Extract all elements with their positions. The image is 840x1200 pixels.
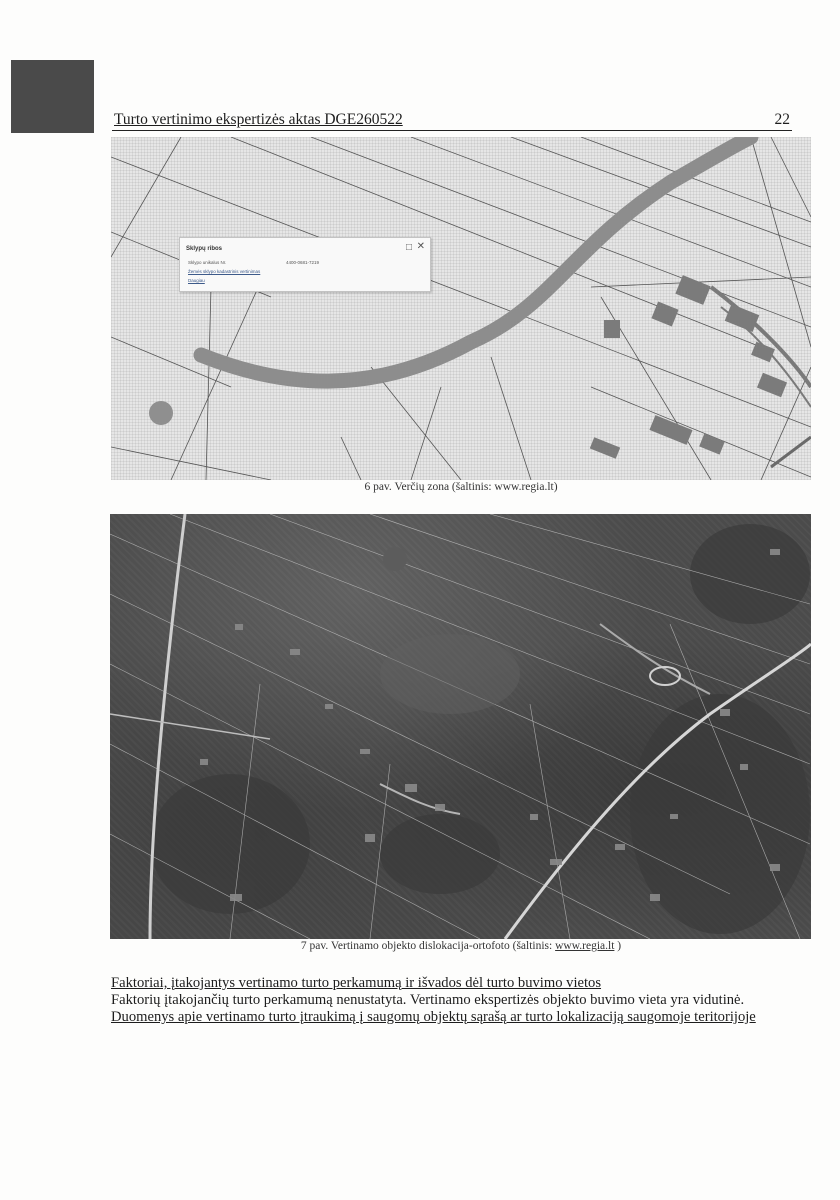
map-parcel-lines (111, 137, 811, 480)
page-number: 22 (774, 111, 790, 128)
caption-text: 7 pav. Vertinamo objekto dislokacija-ortofoto (šaltinis: (300, 940, 556, 952)
parcel-info-popup (179, 237, 431, 292)
popup-link-valuation[interactable]: Žemės sklypo kadastrinis vertinimas (188, 269, 261, 274)
value-zone-map (111, 137, 811, 480)
section-heading-protected: Duomenys apie vertinamo turto įtraukimą į saugomų objektų sąrašą ar turto lokalizaciją saugomoje teritorijoje (111, 1009, 756, 1025)
figure-7-caption (111, 940, 811, 952)
popup-title: Sklypų ribos (186, 246, 223, 252)
figure-6-caption: 6 pav. Verčių zona (šaltinis: www.regia.lt) (364, 481, 558, 493)
scan-artifact (11, 60, 94, 133)
section-heading-factors: Faktoriai, įtakojantys vertinamo turto perkamumą ir išvados dėl turto buvimo vietos (111, 975, 602, 991)
maximize-icon[interactable]: □ (405, 242, 412, 253)
section-paragraph-factors: Faktorių įtakojančių turto perkamumą nenustatyta. Vertinamo ekspertizės objekto buvimo vieta yra vidutinė. (111, 992, 745, 1008)
source-link[interactable]: www.regia.lt (555, 940, 615, 952)
popup-link-more[interactable]: Daugiau (188, 278, 205, 283)
popup-field-value: 4400-0681-7219 (286, 260, 320, 265)
page-header (112, 110, 792, 131)
caption-suffix: ) (614, 940, 622, 952)
close-icon[interactable]: ✕ (416, 241, 425, 252)
popup-field-label: Sklypo unikalus Nr. (188, 260, 227, 265)
document-title: Turto vertinimo ekspertizės aktas DGE260522 (114, 111, 403, 128)
orthophoto-map (110, 514, 811, 939)
orthophoto-overlay (110, 514, 811, 939)
